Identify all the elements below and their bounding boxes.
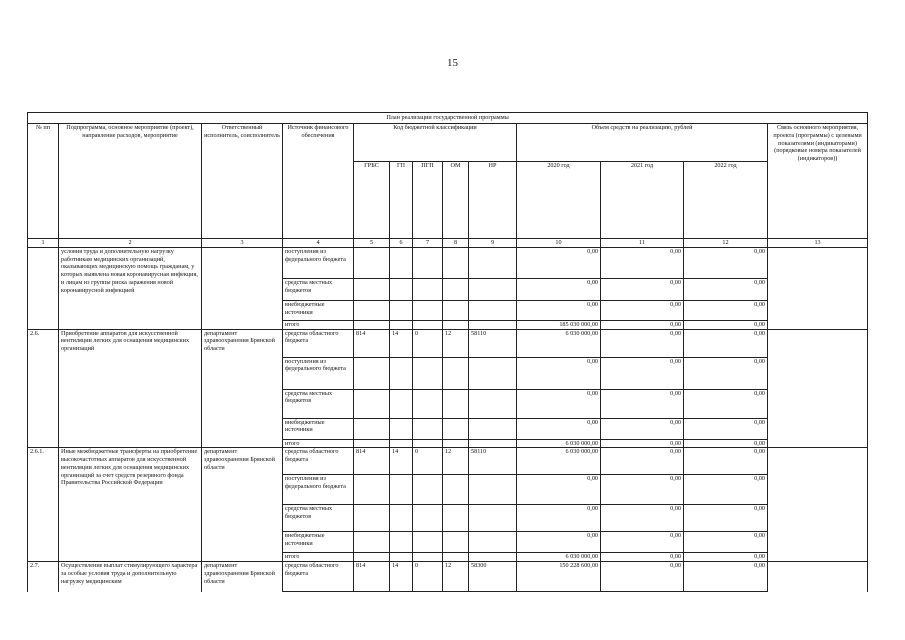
code-gp: 14 [390, 562, 413, 592]
value-2022: 0,00 [684, 320, 768, 329]
col-number: 1 [28, 239, 59, 248]
value-2022: 0,00 [684, 448, 768, 475]
table-title: План реализации государственной программы [28, 113, 868, 124]
value-2022: 0,00 [684, 329, 768, 357]
source-cell: поступления из федерального бюджета [283, 247, 354, 278]
link-cell [768, 247, 868, 329]
value-2022: 0,00 [684, 418, 768, 439]
link-cell [768, 329, 868, 448]
source-cell: внебюджетные источники [283, 300, 354, 320]
source-cell: поступления из федерального бюджета [283, 357, 354, 389]
header-source: Источник финансового обеспечения [283, 124, 354, 239]
source-cell: средства местных бюджетов [283, 505, 354, 532]
col-number: 4 [283, 239, 354, 248]
code-om: 12 [443, 448, 469, 475]
value-2020: 6 030 000,00 [517, 553, 601, 562]
header-2020: 2020 год [517, 162, 601, 239]
header-pgp: ПГП [413, 162, 443, 239]
value-2020: 0,00 [517, 532, 601, 553]
source-cell: средства областного бюджета [283, 562, 354, 592]
header-num: № пп [28, 124, 59, 239]
code-om: 12 [443, 329, 469, 357]
code-grbs: 814 [354, 448, 390, 475]
source-cell: итого [283, 439, 354, 448]
code-grbs: 814 [354, 329, 390, 357]
value-2022: 0,00 [684, 247, 768, 278]
code-om: 12 [443, 562, 469, 592]
value-2020: 6 030 000,00 [517, 448, 601, 475]
code-gp: 14 [390, 448, 413, 475]
program-plan-table [27, 112, 868, 592]
header-volume: Объем средств на реализацию, рублей [517, 124, 768, 162]
value-2021: 0,00 [601, 532, 684, 553]
header-link: Связь основного мероприятия, проекта (программы) с целевыми показателями (индикаторами) (порядковые номера показателей (индикаторов)) [768, 124, 868, 239]
value-2021: 0,00 [601, 320, 684, 329]
source-cell: средства местных бюджетов [283, 389, 354, 418]
col-number: 8 [443, 239, 469, 248]
header-grbs: ГРБС [354, 162, 390, 239]
col-number: 10 [517, 239, 601, 248]
header-gp: ГП [390, 162, 413, 239]
value-2020: 0,00 [517, 357, 601, 389]
measure-description: условия труда и дополнительную нагрузку работникам медицинских организаций, оказывающих медицинскую помощь гражданам, у которых выявлена новая коронавирусная инфекция, и лицам из группы риска заражения новой коронавирусной инфекцией [59, 247, 202, 329]
col-number: 9 [469, 239, 517, 248]
link-cell [768, 448, 868, 562]
value-2020: 0,00 [517, 247, 601, 278]
value-2021: 0,00 [601, 357, 684, 389]
value-2022: 0,00 [684, 562, 768, 592]
source-cell: средства областного бюджета [283, 448, 354, 475]
value-2022: 0,00 [684, 389, 768, 418]
source-cell: итого [283, 553, 354, 562]
value-2022: 0,00 [684, 278, 768, 300]
col-number: 3 [202, 239, 283, 248]
row-number-cell [28, 247, 59, 329]
col-number: 12 [684, 239, 768, 248]
value-2022: 0,00 [684, 505, 768, 532]
value-2021: 0,00 [601, 505, 684, 532]
code-pgp: 0 [413, 329, 443, 357]
value-2020: 0,00 [517, 389, 601, 418]
header-2021: 2021 год [601, 162, 684, 239]
code-nr: 58110 [469, 329, 517, 357]
value-2021: 0,00 [601, 439, 684, 448]
col-number: 11 [601, 239, 684, 248]
col-number: 13 [768, 239, 868, 248]
value-2022: 0,00 [684, 357, 768, 389]
source-cell: внебюджетные источники [283, 418, 354, 439]
value-2021: 0,00 [601, 553, 684, 562]
value-2020: 6 030 000,00 [517, 439, 601, 448]
measure-description: Осуществление выплат стимулирующего характера за особые условия труда и дополнительную нагрузку медицинским [59, 562, 202, 592]
header-executor: Ответственный исполнитель, соисполнитель [202, 124, 283, 239]
code-grbs: 814 [354, 562, 390, 592]
value-2021: 0,00 [601, 329, 684, 357]
col-number: 6 [390, 239, 413, 248]
value-2020: 6 030 000,00 [517, 329, 601, 357]
executor-cell: департамент здравоохранения Брянской области [202, 448, 283, 562]
header-om: ОМ [443, 162, 469, 239]
code-gp: 14 [390, 329, 413, 357]
code-pgp: 0 [413, 448, 443, 475]
executor-cell: департамент здравоохранения Брянской области [202, 562, 283, 592]
value-2020: 150 228 600,00 [517, 562, 601, 592]
value-2022: 0,00 [684, 553, 768, 562]
measure-description: Приобретение аппаратов для искусственной вентиляции легких для оснащения медицинских организаций [59, 329, 202, 448]
value-2021: 0,00 [601, 278, 684, 300]
value-2022: 0,00 [684, 532, 768, 553]
value-2021: 0,00 [601, 475, 684, 505]
source-cell: поступления из федерального бюджета [283, 475, 354, 505]
value-2021: 0,00 [601, 247, 684, 278]
value-2022: 0,00 [684, 300, 768, 320]
header-subprogram: Подпрограмма, основное мероприятие (проект), направление расходов, мероприятие [59, 124, 202, 239]
value-2020: 0,00 [517, 418, 601, 439]
value-2021: 0,00 [601, 448, 684, 475]
value-2020: 0,00 [517, 278, 601, 300]
source-cell: итого [283, 320, 354, 329]
row-number: 2.6.1. [28, 448, 59, 562]
value-2021: 0,00 [601, 562, 684, 592]
source-cell: средства областного бюджета [283, 329, 354, 357]
value-2020: 185 030 000,00 [517, 320, 601, 329]
code-nr: 58110 [469, 448, 517, 475]
page-number: 15 [447, 57, 458, 69]
row-number: 2.7. [28, 562, 59, 592]
value-2020: 0,00 [517, 505, 601, 532]
value-2020: 0,00 [517, 300, 601, 320]
value-2021: 0,00 [601, 418, 684, 439]
header-nr: НР [469, 162, 517, 239]
col-number: 2 [59, 239, 202, 248]
value-2022: 0,00 [684, 439, 768, 448]
code-nr: 58300 [469, 562, 517, 592]
source-cell: средства местных бюджетов [283, 278, 354, 300]
value-2022: 0,00 [684, 475, 768, 505]
value-2021: 0,00 [601, 300, 684, 320]
col-number: 7 [413, 239, 443, 248]
link-cell [768, 562, 868, 592]
measure-description: Иные межбюджетные трансферты на приобретение высокочастотных аппаратов для искусственной вентиляции легких для оснащения медицинских организаций за счет средств резервного фонда Правительства Российской Федерации [59, 448, 202, 562]
header-budget-code: Код бюджетной классификации [354, 124, 517, 162]
executor-cell [202, 247, 283, 329]
executor-cell: департамент здравоохранения Брянской области [202, 329, 283, 448]
value-2021: 0,00 [601, 389, 684, 418]
value-2020: 0,00 [517, 475, 601, 505]
source-cell: внебюджетные источники [283, 532, 354, 553]
header-2022: 2022 год [684, 162, 768, 239]
row-number: 2.6. [28, 329, 59, 448]
code-pgp: 0 [413, 562, 443, 592]
col-number: 5 [354, 239, 390, 248]
